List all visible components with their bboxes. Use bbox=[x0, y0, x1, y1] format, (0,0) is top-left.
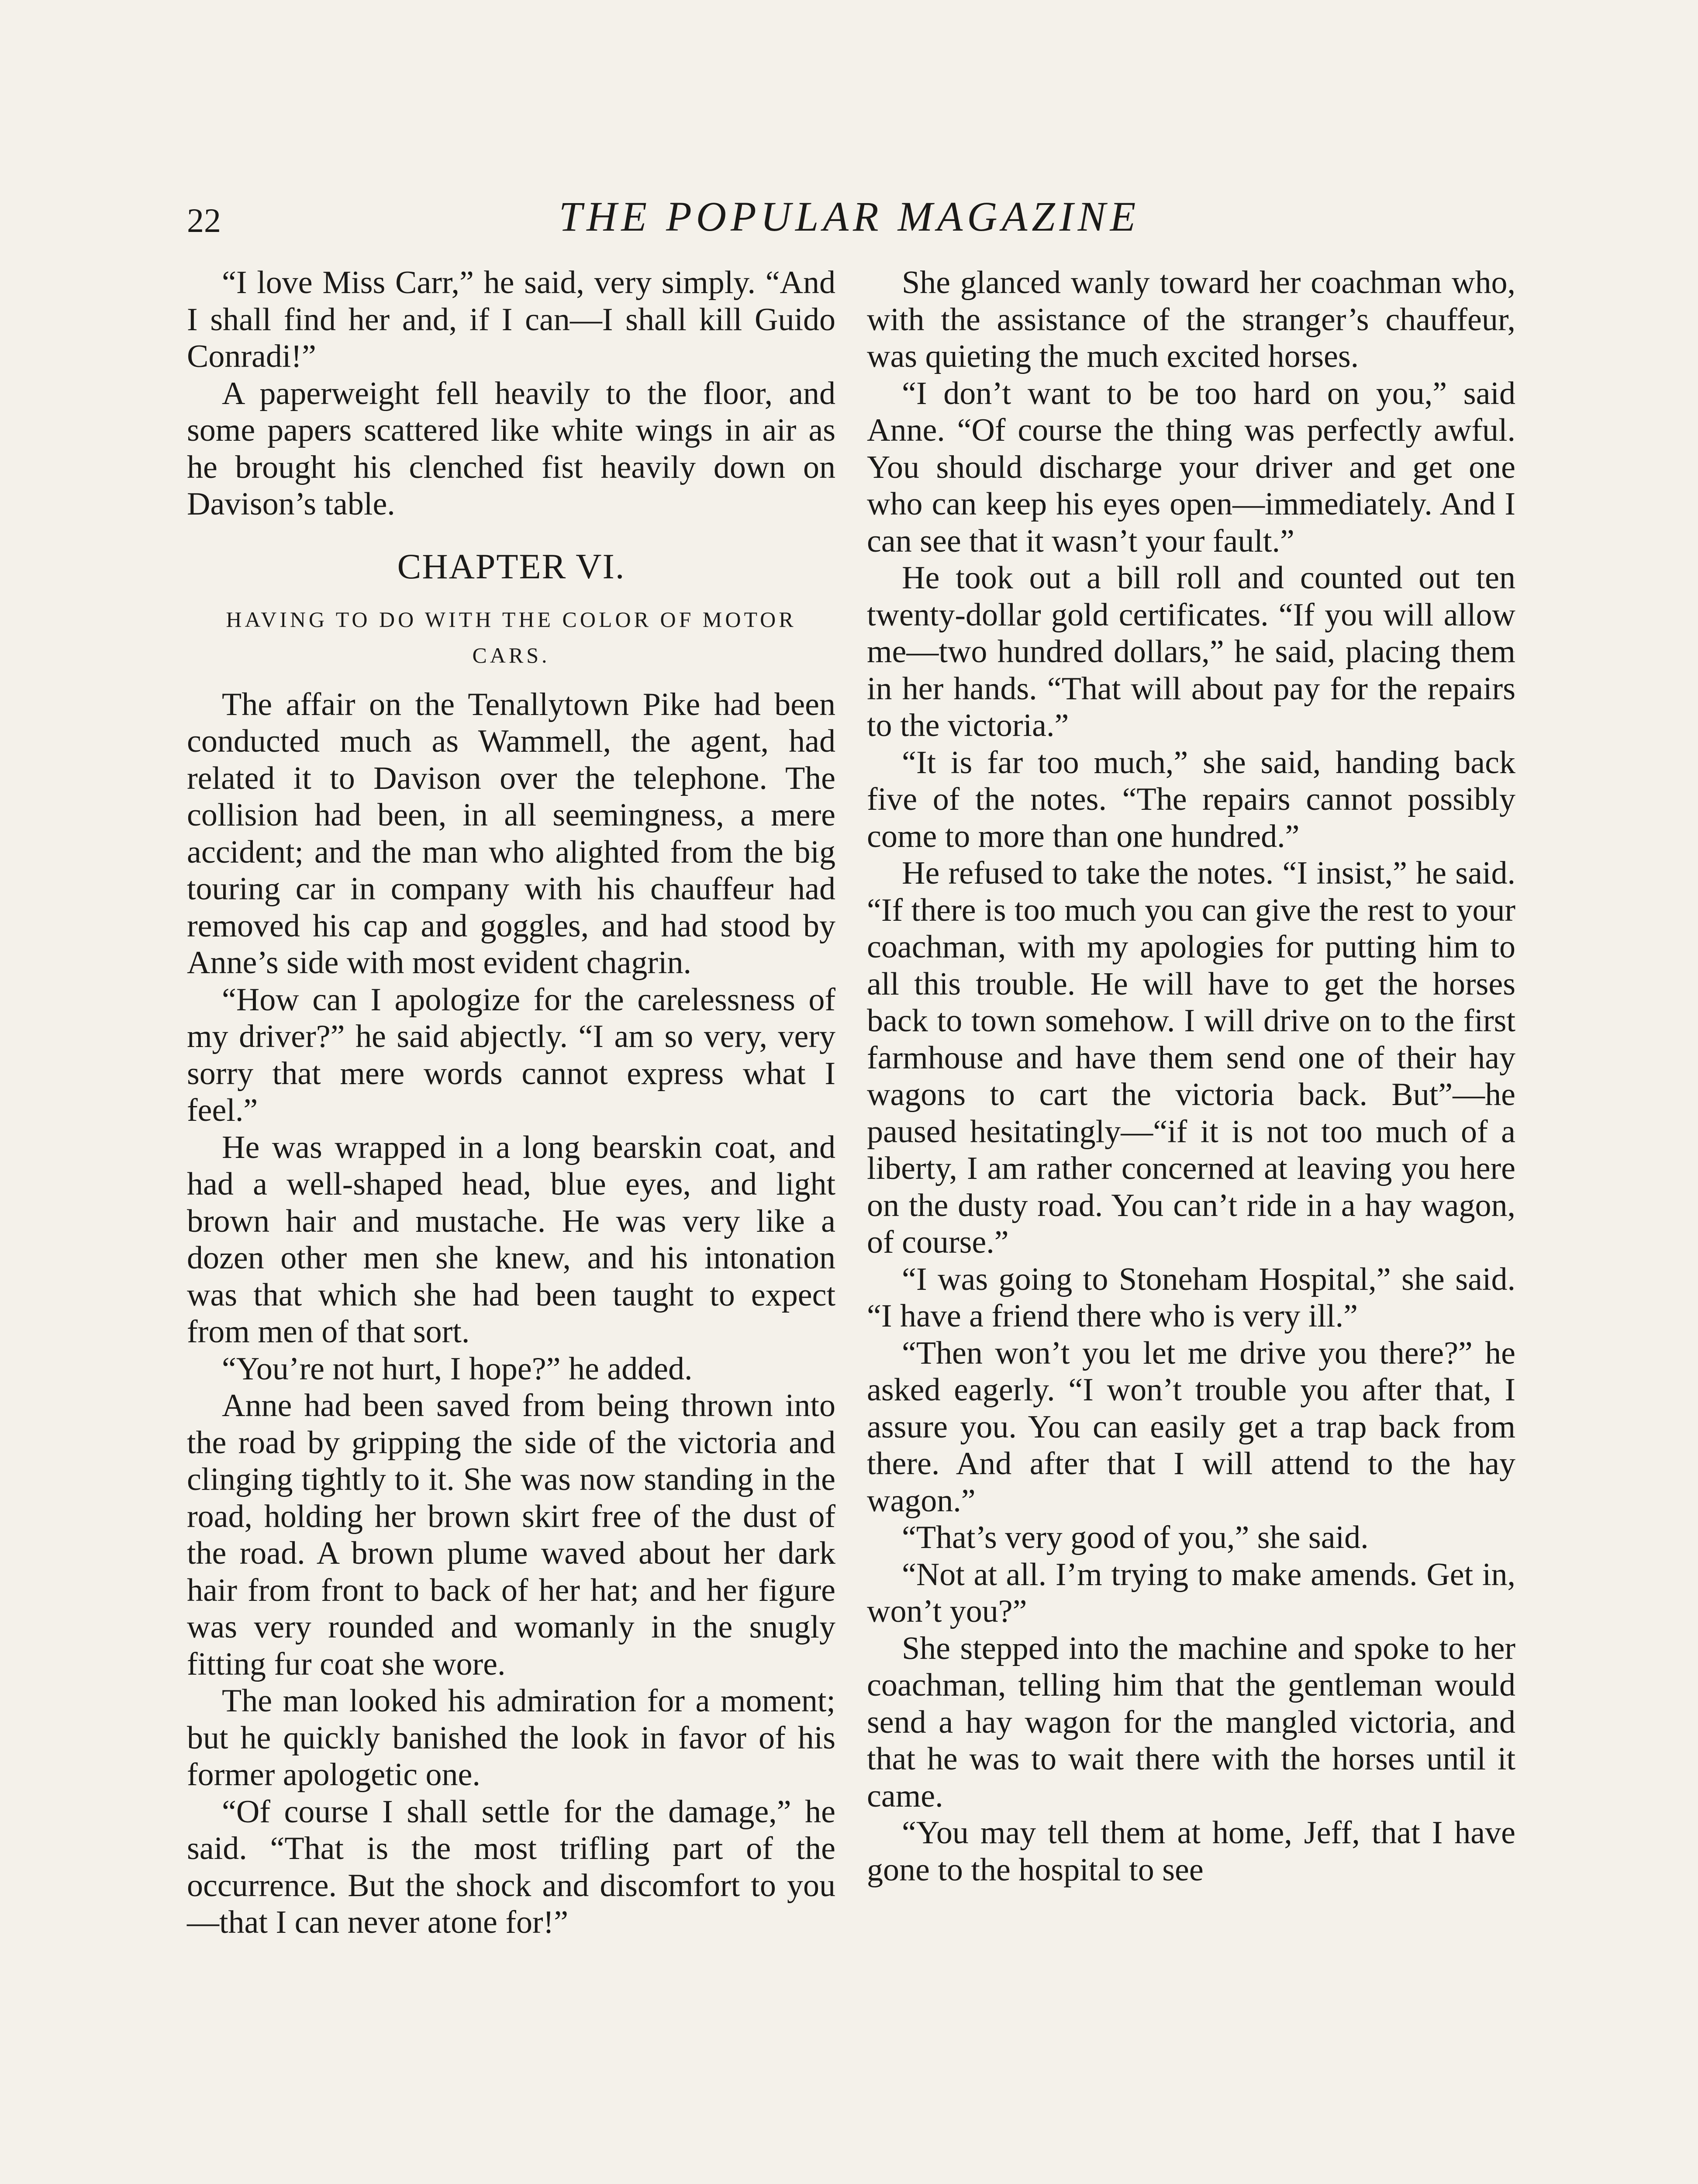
paragraph: “I was going to Stoneham Hospital,” she said. “I have a friend there who is very ill.” bbox=[867, 1261, 1515, 1334]
paragraph: “Of course I shall settle for the damage,” he said. “That is the most trifling part of the occurrence. But the shock and discomfort to you—that I can never atone for!” bbox=[187, 1794, 835, 1940]
paragraph: “I love Miss Carr,” he said, very simply. “And I shall find her and, if I can—I shall kill Guido Conradi!” bbox=[187, 265, 835, 374]
running-title: THE POPULAR MAGAZINE bbox=[559, 193, 1140, 240]
paragraph: The man looked his admiration for a moment; but he quickly banished the look in favor of his former apologetic one. bbox=[187, 1683, 835, 1793]
page-header bbox=[183, 192, 1515, 249]
left-column bbox=[187, 264, 835, 1941]
paragraph: She stepped into the machine and spoke to her coachman, telling him that the gentleman would send a hay wagon for the mangled victoria, and that he was to wait there with the horses until it came. bbox=[867, 1630, 1515, 1814]
paragraph: He refused to take the notes. “I insist,” he said. “If there is too much you can give the rest to your coachman, with my apologies for putting him to all this trouble. He will have to get the horses back to town somehow. I will drive on to the first farmhouse and have them send one of their hay wagons to cart the victoria back. But”—he paused hesitatingly—“if it is not too much of a liberty, I am rather concerned at leaving you here on the dusty road. You can’t ride in a hay wagon, of course.” bbox=[867, 855, 1515, 1260]
chapter-title: CHAPTER VI. bbox=[397, 546, 625, 586]
page-number: 22 bbox=[187, 201, 221, 239]
paragraph: “Not at all. I’m trying to make amends. Get in, won’t you?” bbox=[867, 1556, 1515, 1629]
paragraph: A paperweight fell heavily to the floor, and some papers scattered like white wings in air as he brought his clenched fist heavily down on Davison’s table. bbox=[187, 375, 835, 522]
paragraph: He was wrapped in a long bearskin coat, and had a well-shaped head, blue eyes, and light brown hair and mustache. He was very like a dozen other men she knew, and his intonation was that which she had been taught to expect from men of that sort. bbox=[187, 1129, 835, 1350]
paragraph: “That’s very good of you,” she said. bbox=[902, 1520, 1369, 1555]
chapter-subtitle: HAVING TO DO WITH THE COLOR OF MOTOR CARS. bbox=[226, 607, 797, 667]
paragraph: The affair on the Tenallytown Pike had been conducted much as Wammell, the agent, had related it to Davison over the telephone. The collision had been, in all seemingness, a mere accident; and the man who alighted from the big touring car in company with his chauffeur had removed his cap and goggles, and had stood by Anne’s side with most evident chagrin. bbox=[187, 686, 835, 981]
right-column bbox=[867, 264, 1515, 1888]
paragraph: “You may tell them at home, Jeff, that I have gone to the hospital to see bbox=[867, 1815, 1515, 1888]
paragraph: He took out a bill roll and counted out ten twenty-dollar gold certificates. “If you will allow me—two hundred dollars,” he said, placing them in her hands. “That will about pay for the repairs to the victoria.” bbox=[867, 560, 1515, 743]
paragraph: She glanced wanly toward her coachman who, with the assistance of the stranger’s chauffeur, was quieting the much excited horses. bbox=[867, 265, 1515, 374]
paragraph: Anne had been saved from being thrown into the road by gripping the side of the victoria and clinging tightly to it. She was now standing in the road, holding her brown skirt free of the dust of the road. A brown plume waved about her dark hair from front to back of her hat; and her figure was very rounded and womanly in the snugly fitting fur coat she wore. bbox=[187, 1388, 835, 1682]
paragraph: “You’re not hurt, I hope?” he added. bbox=[222, 1351, 693, 1387]
paragraph: “How can I apologize for the carelessness of my driver?” he said abjectly. “I am so very, very sorry that mere words cannot express what I feel.” bbox=[187, 981, 835, 1128]
paragraph: “It is far too much,” she said, handing back five of the notes. “The repairs cannot possibly come to more than one hundred.” bbox=[867, 744, 1515, 854]
paragraph: “I don’t want to be too hard on you,” said Anne. “Of course the thing was perfectly awful. You should discharge your driver and get one who can keep his eyes open—immediately. And I can see that it wasn’t your fault.” bbox=[867, 375, 1515, 559]
paragraph: “Then won’t you let me drive you there?” he asked eagerly. “I won’t trouble you after that, I assure you. You can easily get a trap back from there. And after that I will attend to the hay wagon.” bbox=[867, 1335, 1515, 1519]
